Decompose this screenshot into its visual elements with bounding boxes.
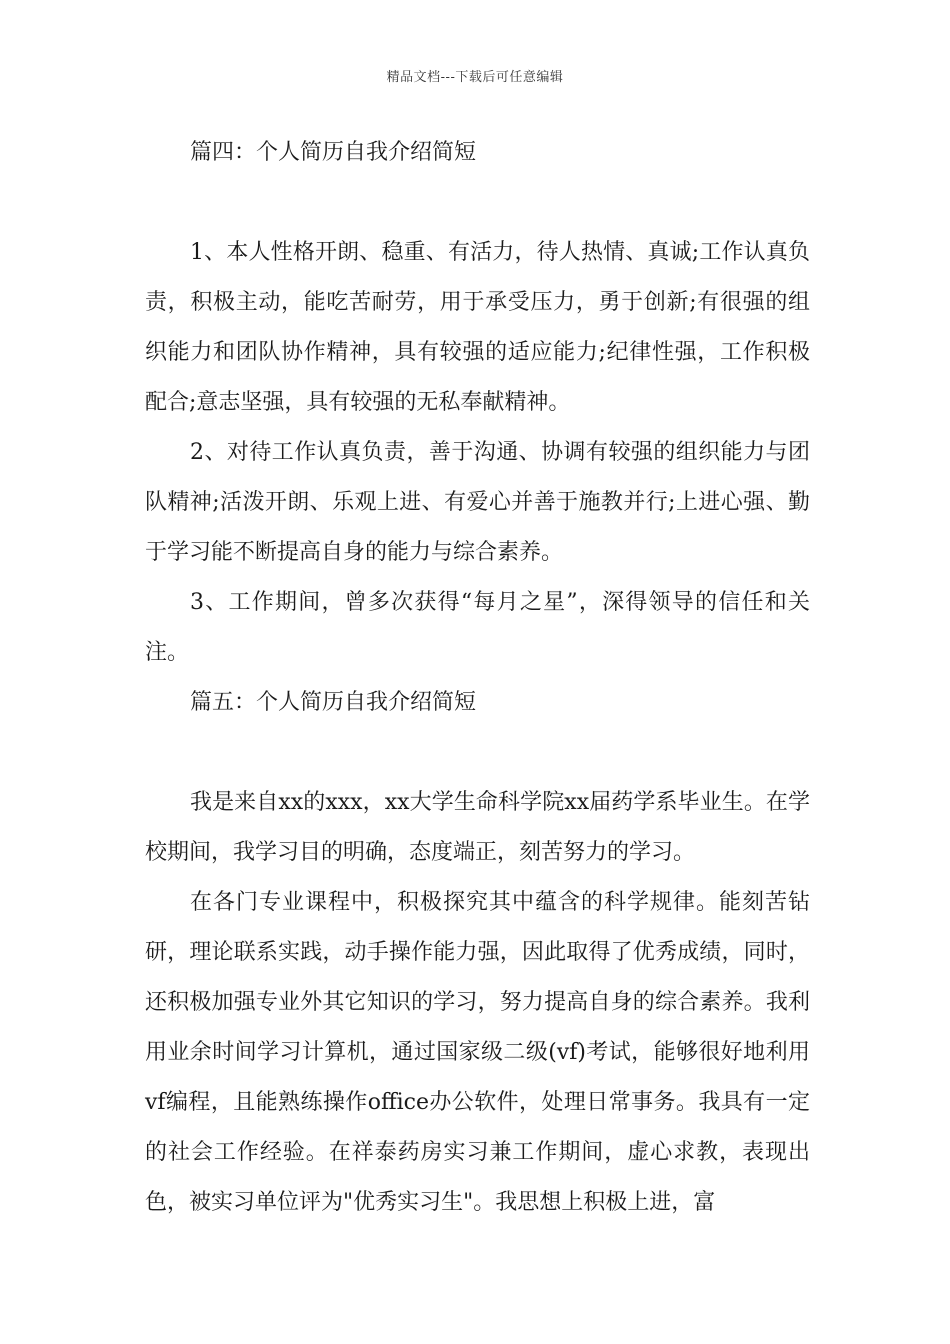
section-heading-5: 篇五：个人简历自我介绍简短 xyxy=(190,690,477,715)
section-4-paragraph-2: 2、对待工作认真负责，善于沟通、协调有较强的组织能力与团队精神;活泼开朗、乐观上进、有爱心并善于施教并行;上进心强、勤于学习能不断提高自身的能力与综合素养。 xyxy=(145,440,810,565)
section-4-paragraph-1: 1、本人性格开朗、稳重、有活力，待人热情、真诚;工作认真负责，积极主动，能吃苦耐劳，用于承受压力，勇于创新;有很强的组织能力和团队协作精神，具有较强的适应能力;纪律性强，工作积极配合;意志坚强，具有较强的无私奉献精神。 xyxy=(145,240,810,415)
header-note: 精品文档---下载后可任意编辑 xyxy=(386,70,564,85)
section-5-paragraph-2: 在各门专业课程中，积极探究其中蕴含的科学规律。能刻苦钻研，理论联系实践，动手操作能力强，因此取得了优秀成绩，同时，还积极加强专业外其它知识的学习，努力提高自身的综合素养。我利用业余时间学习计算机，通过国家级二级(vf)考试，能够很好地利用vf编程，且能熟练操作office办公软件，处理日常事务。我具有一定的社会工作经验。在祥泰药房实习兼工作期间，虚心求教，表现出色，被实习单位评为"优秀实习生"。我思想上积极上进，富 xyxy=(145,890,810,1215)
section-heading-4: 篇四：个人简历自我介绍简短 xyxy=(190,140,477,165)
section-4-paragraph-3: 3、工作期间，曾多次获得“每月之星”，深得领导的信任和关注。 xyxy=(145,590,810,665)
section-5-paragraph-1: 我是来自xx的xxx，xx大学生命科学院xx届药学系毕业生。在学校期间，我学习目的明确，态度端正，刻苦努力的学习。 xyxy=(145,790,810,865)
document-body xyxy=(145,128,810,1228)
